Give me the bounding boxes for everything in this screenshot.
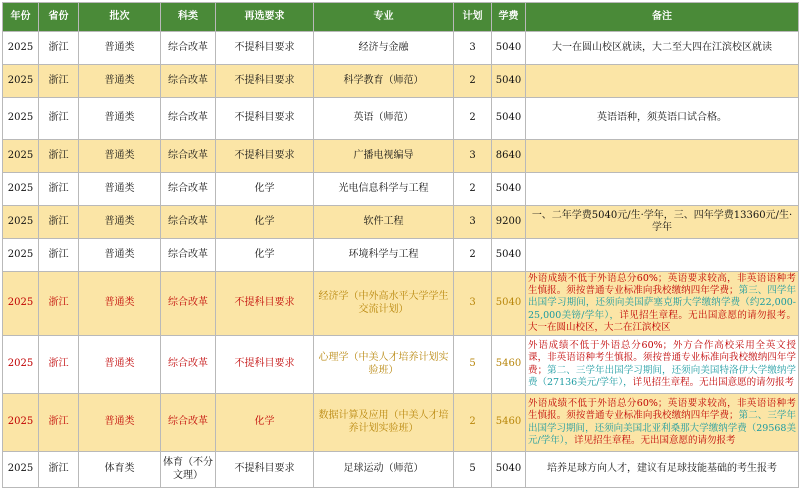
cell-category: 综合改革 [161, 394, 216, 452]
cell-plan: 5 [454, 336, 492, 394]
cell-category: 综合改革 [161, 32, 216, 65]
cell-year: 2025 [3, 394, 39, 452]
cell-year: 2025 [3, 65, 39, 98]
table-row [3, 239, 799, 272]
cell-plan: 5 [454, 452, 492, 488]
table-body [3, 32, 799, 488]
cell-requirement: 不提科目要求 [216, 65, 314, 98]
cell-category: 综合改革 [161, 98, 216, 140]
cell-requirement: 化学 [216, 394, 314, 452]
cell-requirement: 不提科目要求 [216, 336, 314, 394]
cell-fee: 8640 [492, 140, 526, 173]
remark-segment: 培养足球方向人才，建议有足球技能基础的考生报考 [547, 463, 777, 475]
cell-fee: 5040 [492, 173, 526, 206]
table-row [3, 336, 799, 394]
cell-category: 综合改革 [161, 206, 216, 239]
cell-batch: 普通类 [79, 394, 161, 452]
cell-major: 经济与金融 [314, 32, 454, 65]
table-row [3, 206, 799, 239]
cell-category: 综合改革 [161, 65, 216, 98]
cell-batch: 普通类 [79, 239, 161, 272]
enrollment-plan-table [2, 2, 799, 488]
cell-remark [526, 98, 799, 140]
cell-year: 2025 [3, 452, 39, 488]
header-plan: 计划 [454, 3, 492, 32]
remark-segment: 英语语种，须英语口试合格。 [597, 112, 727, 124]
table-row [3, 65, 799, 98]
table-row [3, 272, 799, 336]
cell-remark [526, 394, 799, 452]
cell-batch: 普通类 [79, 65, 161, 98]
cell-year: 2025 [3, 32, 39, 65]
cell-province: 浙江 [39, 32, 79, 65]
header-requirement: 再选要求 [216, 3, 314, 32]
header-remark: 备注 [526, 3, 799, 32]
cell-fee: 5460 [492, 336, 526, 394]
cell-plan: 3 [454, 206, 492, 239]
cell-fee: 5040 [492, 32, 526, 65]
cell-remark [526, 452, 799, 488]
cell-province: 浙江 [39, 239, 79, 272]
header-major: 专业 [314, 3, 454, 32]
cell-batch: 普通类 [79, 32, 161, 65]
cell-batch: 普通类 [79, 272, 161, 336]
header-row [3, 3, 799, 32]
cell-remark [526, 272, 799, 336]
cell-province: 浙江 [39, 394, 79, 452]
remark-segment: 外语成绩不低于外语总分60%；英语要求较高，非英语语种考生慎报。须按普通专业标准向我校缴纳四年学费； [528, 272, 796, 296]
cell-fee: 5040 [492, 65, 526, 98]
remark-segment: 一、二年学费5040元/生·学年，三、四年学费13360元/生·学年 [531, 209, 793, 233]
cell-requirement: 不提科目要求 [216, 98, 314, 140]
cell-province: 浙江 [39, 65, 79, 98]
table-row [3, 140, 799, 173]
header-province: 省份 [39, 3, 79, 32]
cell-plan: 2 [454, 98, 492, 140]
cell-remark [526, 336, 799, 394]
cell-requirement: 不提科目要求 [216, 272, 314, 336]
cell-plan: 2 [454, 239, 492, 272]
cell-category: 综合改革 [161, 272, 216, 336]
cell-major: 广播电视编导 [314, 140, 454, 173]
cell-year: 2025 [3, 336, 39, 394]
cell-requirement: 不提科目要求 [216, 452, 314, 488]
header-year: 年份 [3, 3, 39, 32]
cell-year: 2025 [3, 173, 39, 206]
enrollment-table-container [2, 2, 798, 481]
cell-requirement: 化学 [216, 206, 314, 239]
cell-fee: 5040 [492, 98, 526, 140]
cell-plan: 2 [454, 394, 492, 452]
cell-fee: 9200 [492, 206, 526, 239]
cell-major: 英语（师范） [314, 98, 454, 140]
cell-fee: 5040 [492, 239, 526, 272]
cell-remark [526, 239, 799, 272]
cell-major: 心理学（中美人才培养计划实验班） [314, 336, 454, 394]
cell-year: 2025 [3, 239, 39, 272]
remark-segment: 详见招生章程。无出国意愿的请勿报考。大一在圆山校区，大二在江滨校区 [528, 309, 796, 334]
remark-segment: 第二、三学年出国学习期间，还须向美国特洛伊大学缴纳学费（27136美元/学年）， [528, 364, 796, 388]
header-fee: 学费 [492, 3, 526, 32]
cell-category: 综合改革 [161, 336, 216, 394]
remark-segment: 第三、四学年出国学习期间，还须向美国萨塞克斯大学缴纳学费（约22,000-25,000美镑/学年）， [528, 284, 796, 321]
cell-remark [526, 173, 799, 206]
cell-plan: 3 [454, 140, 492, 173]
remark-segment: 外语成绩不低于外语总分60%；英语要求较高，非英语语种考生慎报。须按普通专业标准向我校缴纳四年学费； [528, 397, 796, 422]
cell-province: 浙江 [39, 206, 79, 239]
cell-batch: 普通类 [79, 98, 161, 140]
cell-requirement: 不提科目要求 [216, 140, 314, 173]
remark-segment: 大一在圆山校区就读，大二至大四在江滨校区就读 [552, 41, 772, 53]
cell-category: 综合改革 [161, 239, 216, 272]
cell-fee: 5460 [492, 394, 526, 452]
cell-year: 2025 [3, 98, 39, 140]
cell-requirement: 化学 [216, 239, 314, 272]
header-batch: 批次 [79, 3, 161, 32]
cell-province: 浙江 [39, 336, 79, 394]
table-row [3, 173, 799, 206]
cell-batch: 体育类 [79, 452, 161, 488]
cell-plan: 2 [454, 173, 492, 206]
table-row [3, 98, 799, 140]
cell-major: 光电信息科学与工程 [314, 173, 454, 206]
remark-segment: 第二、三学年出国学习期间，还须向美国北亚利桑那大学缴纳学费（29568美元/学年）， [528, 410, 796, 446]
cell-remark [526, 140, 799, 173]
cell-batch: 普通类 [79, 206, 161, 239]
cell-year: 2025 [3, 272, 39, 336]
header-category: 科类 [161, 3, 216, 32]
cell-major: 足球运动（师范） [314, 452, 454, 488]
cell-province: 浙江 [39, 98, 79, 140]
cell-major: 环境科学与工程 [314, 239, 454, 272]
table-row [3, 32, 799, 65]
cell-batch: 普通类 [79, 140, 161, 173]
cell-batch: 普通类 [79, 173, 161, 206]
cell-remark [526, 206, 799, 239]
cell-category: 综合改革 [161, 173, 216, 206]
remark-segment: 外语成绩不低于外语总分60%；外方合作高校采用全英文授课，非英语语种考生慎报。须按普通专业标准向我校缴纳四年学费； [528, 339, 796, 376]
cell-plan: 3 [454, 272, 492, 336]
cell-province: 浙江 [39, 452, 79, 488]
cell-major: 科学教育（师范） [314, 65, 454, 98]
cell-major: 经济学（中外高水平大学学生交流计划） [314, 272, 454, 336]
cell-category: 综合改革 [161, 140, 216, 173]
cell-remark [526, 32, 799, 65]
cell-fee: 5040 [492, 452, 526, 488]
cell-requirement: 不提科目要求 [216, 32, 314, 65]
cell-province: 浙江 [39, 140, 79, 173]
cell-category: 体育（不分文理） [161, 452, 216, 488]
cell-plan: 2 [454, 65, 492, 98]
cell-province: 浙江 [39, 272, 79, 336]
cell-year: 2025 [3, 206, 39, 239]
cell-fee: 5040 [492, 272, 526, 336]
table-row [3, 394, 799, 452]
cell-year: 2025 [3, 140, 39, 173]
cell-major: 软件工程 [314, 206, 454, 239]
cell-remark [526, 65, 799, 98]
cell-province: 浙江 [39, 173, 79, 206]
table-row [3, 452, 799, 488]
cell-major: 数据计算及应用（中美人才培养计划实验班） [314, 394, 454, 452]
remark-segment: 详见招生章程。无出国意愿的请勿报考 [632, 376, 795, 388]
remark-segment: 详见招生章程。无出国意愿的请勿报考 [573, 434, 736, 446]
cell-batch: 普通类 [79, 336, 161, 394]
cell-plan: 3 [454, 32, 492, 65]
cell-requirement: 化学 [216, 173, 314, 206]
